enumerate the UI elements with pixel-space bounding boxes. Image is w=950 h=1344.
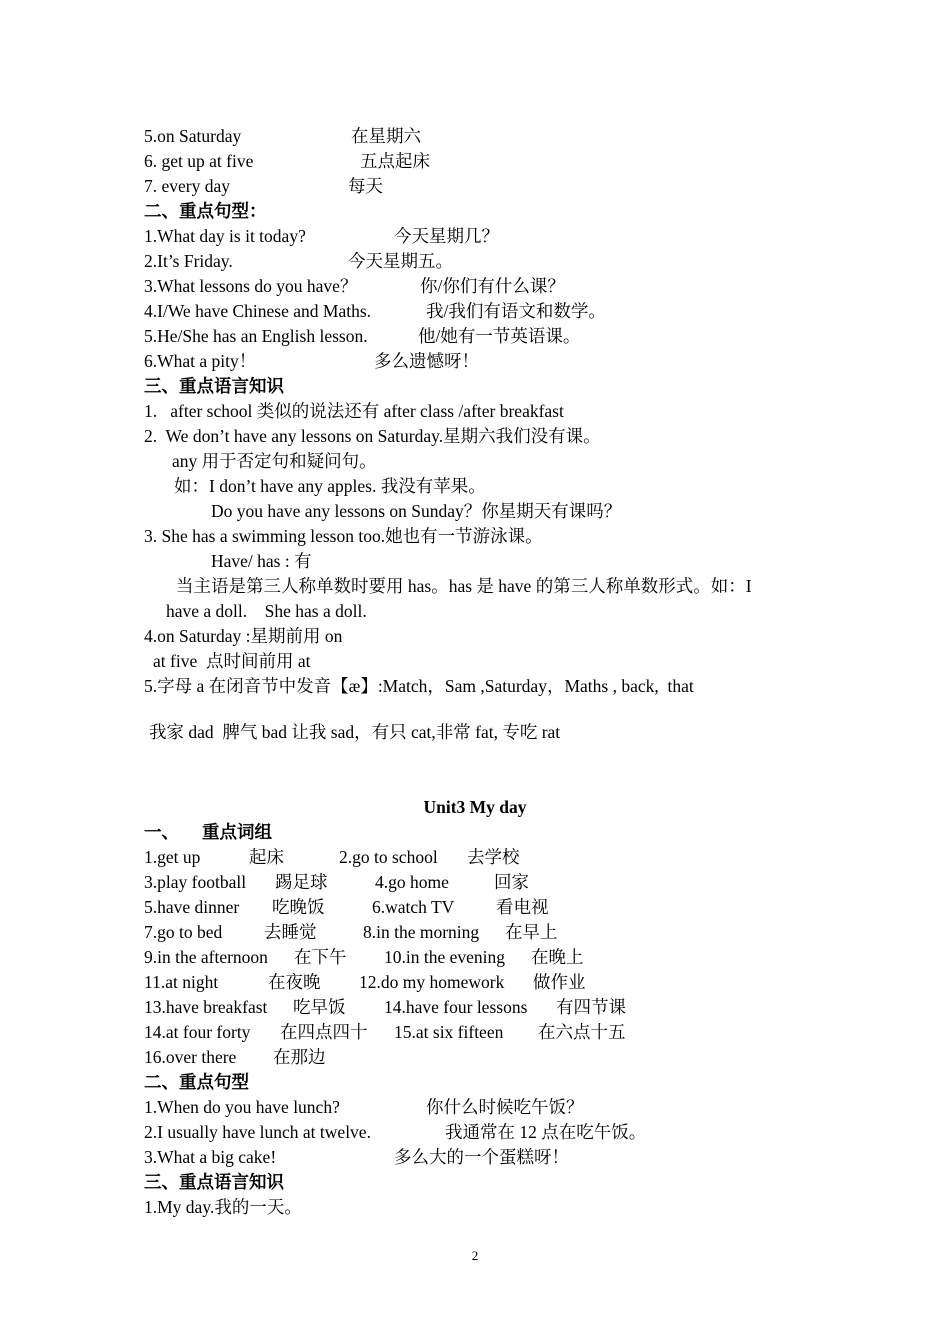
page-number: 2 <box>471 1248 479 1263</box>
sentence-zh: 他/她有一节英语课。 <box>418 326 581 346</box>
phrase-row <box>144 895 549 920</box>
knowledge-line: 1.My day.我的一天。 <box>144 1197 302 1217</box>
phrase-en: 1.get up <box>144 847 201 867</box>
section-heading: 三、重点语言知识 <box>144 1172 284 1192</box>
phrase-en: 3.play football <box>144 872 247 892</box>
sentence-zh: 今天星期几？ <box>394 226 499 246</box>
knowledge-line: Do you have any lessons on Sunday？你星期天有课吗？ <box>211 501 622 521</box>
phrase-en: 12.do my homework <box>359 972 505 992</box>
sentence-en: 2.I usually have lunch at twelve. <box>144 1122 371 1142</box>
knowledge-line: at five 点时间前用 at <box>153 651 311 671</box>
sentence-en: 2.It’s Friday. <box>144 251 233 271</box>
phrase-en: 8.in the morning <box>363 922 480 942</box>
phrase-en: 6. get up at five <box>144 151 254 171</box>
sentence-en: 3.What a big cake! <box>144 1147 277 1167</box>
sentence-zh: 你/你们有什么课？ <box>420 276 565 296</box>
phrase-en: 2.go to school <box>339 847 438 867</box>
phrase-row <box>144 970 586 995</box>
phrase-row <box>144 945 584 970</box>
knowledge-line: 5.字母 a 在闭音节中发音【æ】:Match，Sam ,Saturday，Maths , back, that <box>144 676 694 696</box>
phrase-zh: 去睡觉 <box>264 922 317 942</box>
phrase-en: 11.at night <box>144 972 219 992</box>
phrase-en: 16.over there <box>144 1047 237 1067</box>
phrase-zh: 做作业 <box>533 972 586 992</box>
phrase-en: 13.have breakfast <box>144 997 268 1017</box>
phrase-en: 4.go home <box>375 872 449 892</box>
phrase-zh: 在早上 <box>505 922 558 942</box>
phrase-zh: 去学校 <box>467 847 520 867</box>
sentence-zh: 我通常在 12 点在吃午饭。 <box>445 1122 647 1142</box>
phrase-row <box>144 1020 626 1045</box>
phrase-zh: 踢足球 <box>275 872 328 892</box>
sentence-zh: 我/我们有语文和数学。 <box>426 301 606 321</box>
heading-number: 一、 <box>144 822 179 842</box>
phrase-en: 9.in the afternoon <box>144 947 268 967</box>
sentence-en: 4.I/We have Chinese and Maths. <box>144 301 372 321</box>
knowledge-line: 4.on Saturday :星期前用 on <box>144 626 343 646</box>
sentence-zh: 多么遗憾呀！ <box>374 351 479 371</box>
knowledge-line: 1. after school 类似的说法还有 after class /after breakfast <box>144 401 564 421</box>
phrase-zh: 吃晚饭 <box>272 897 325 917</box>
unit-title: Unit3 My day <box>423 797 527 817</box>
sentence-zh: 今天星期五。 <box>348 251 453 271</box>
phrase-en: 14.have four lessons <box>384 997 528 1017</box>
phrase-en: 6.watch TV <box>372 897 455 917</box>
phrase-row <box>144 995 626 1020</box>
sentence-en: 6.What a pity！ <box>144 351 257 371</box>
section-heading: 二、重点句型： <box>144 201 267 221</box>
phrase-row <box>144 870 529 895</box>
phrase-zh: 在下午 <box>294 947 347 967</box>
sentence-en: 1.What day is it today? <box>144 226 306 246</box>
knowledge-line: Have/ has : 有 <box>211 551 312 571</box>
section-heading: 二、重点句型 <box>144 1072 249 1092</box>
phrase-en: 14.at four forty <box>144 1022 251 1042</box>
sentence-zh: 你什么时候吃午饭？ <box>426 1097 584 1117</box>
phrase-zh: 五点起床 <box>360 151 430 171</box>
phrase-zh: 在星期六 <box>351 126 421 146</box>
phrase-zh: 在夜晚 <box>268 972 321 992</box>
phrase-zh: 每天 <box>348 176 383 196</box>
phrase-zh: 在四点四十 <box>280 1022 368 1042</box>
knowledge-line: 当主语是第三人称单数时要用 has。has 是 have 的第三人称单数形式。如：I <box>176 576 752 596</box>
sentence-zh: 多么大的一个蛋糕呀！ <box>394 1147 569 1167</box>
phrase-en: 5.on Saturday <box>144 126 242 146</box>
heading-text: 重点词组 <box>202 822 272 842</box>
phrase-zh: 在六点十五 <box>538 1022 626 1042</box>
phrase-zh: 起床 <box>249 847 284 867</box>
phrase-en: 5.have dinner <box>144 897 240 917</box>
section-heading: 三、重点语言知识 <box>144 376 284 396</box>
phrase-zh: 有四节课 <box>556 997 626 1017</box>
phrase-en: 15.at six fifteen <box>394 1022 504 1042</box>
phrase-zh: 看电视 <box>496 897 549 917</box>
knowledge-line: any 用于否定句和疑问句。 <box>172 451 377 471</box>
rhyme-line: 我家 dad 脾气 bad 让我 sad，有只 cat,非常 fat, 专吃 rat <box>149 722 561 742</box>
knowledge-line: 2. We don’t have any lessons on Saturday.星期六我们没有课。 <box>144 426 601 446</box>
phrase-zh: 在那边 <box>273 1047 326 1067</box>
phrase-en: 7.go to bed <box>144 922 223 942</box>
phrase-zh: 在晚上 <box>531 947 584 967</box>
phrase-en: 7. every day <box>144 176 231 196</box>
phrase-zh: 吃早饭 <box>293 997 346 1017</box>
sentence-en: 1.When do you have lunch? <box>144 1097 340 1117</box>
sentence-en: 3.What lessons do you have？ <box>144 276 358 296</box>
phrase-zh: 回家 <box>494 872 529 892</box>
phrase-row <box>144 920 558 945</box>
phrase-row <box>144 1045 326 1070</box>
knowledge-line: have a doll. She has a doll. <box>166 601 367 621</box>
knowledge-line: 3. She has a swimming lesson too.她也有一节游泳课。 <box>144 526 543 546</box>
sentence-en: 5.He/She has an English lesson. <box>144 326 368 346</box>
knowledge-line: 如：I don’t have any apples. 我没有苹果。 <box>174 476 486 496</box>
phrase-row <box>144 845 520 870</box>
phrase-en: 10.in the evening <box>384 947 506 967</box>
